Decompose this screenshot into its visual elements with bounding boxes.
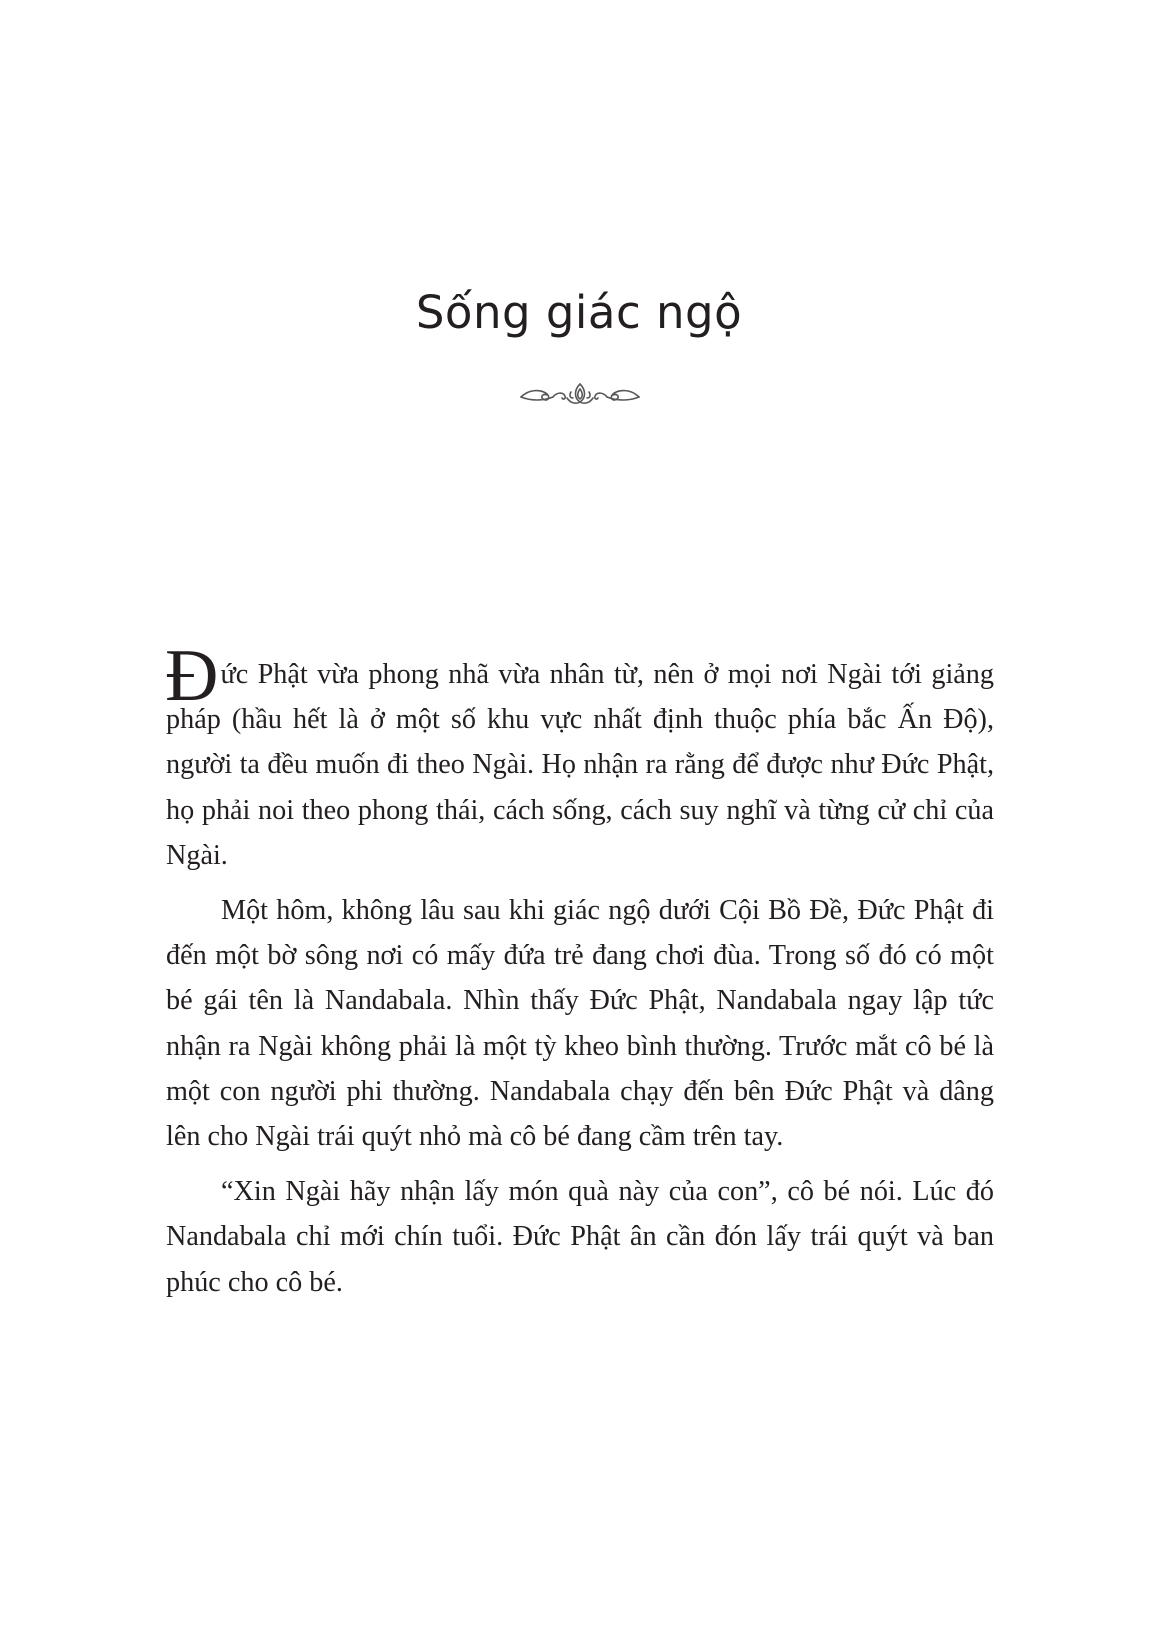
body-text	[165, 635, 994, 1305]
paragraph-3: “Xin Ngài hãy nhận lấy món quà này của con”, cô bé nói. Lúc đó Nandabala chỉ mới chín tuổi. Đức Phật ân cần đón lấy trái quýt và ban phúc cho cô bé.	[166, 1176, 994, 1298]
drop-cap: Đ	[165, 635, 219, 717]
paragraph-2: Một hôm, không lâu sau khi giác ngộ dưới Cội Bồ Đề, Đức Phật đi đến một bờ sông nơi có mấy đứa trẻ đang chơi đùa. Trong số đó có một bé gái tên là Nandabala. Nhìn thấy Đức Phật, Nandabala ngay lập tức nhận ra Ngài không phải là một tỳ kheo bình thường. Trước mắt cô bé là một con người phi thường. Nandabala chạy đến bên Đức Phật và dâng lên cho Ngài trái quýt nhỏ mà cô bé đang cầm trên tay.	[166, 895, 994, 1153]
paragraph-1	[165, 635, 994, 878]
paragraph-1-text: ức Phật vừa phong nhã vừa nhân từ, nên ở mọi nơi Ngài tới giảng pháp (hầu hết là ở một số khu vực nhất định thuộc phía bắc Ấn Độ), người ta đều muốn đi theo Ngài. Họ nhận ra rằng để được như Đức Phật, họ phải noi theo phong thái, cách sống, cách suy nghĩ và từng cử chỉ của Ngài.	[166, 659, 994, 871]
chapter-title: Sống giác ngộ	[415, 286, 743, 339]
floral-divider-icon	[519, 380, 641, 408]
